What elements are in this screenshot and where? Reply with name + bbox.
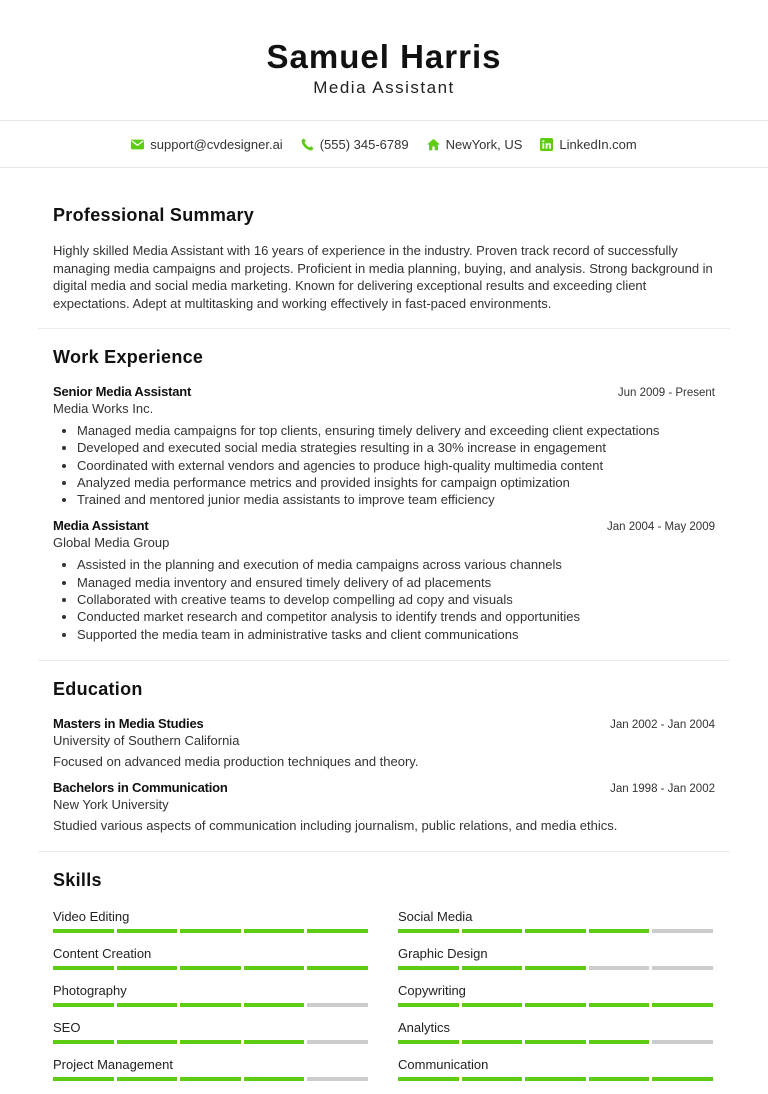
job-bullets [53,422,715,508]
skill-name: Graphic Design [398,945,488,961]
skill-level-bar [53,1040,369,1044]
list-item: • Coordinated with external vendors and agencies to produce high-quality multimedia content [77,457,715,474]
list-item: • Conducted market research and competitor analysis to identify trends and opportunities [77,608,715,625]
skill-level-segment [525,1040,586,1044]
summary-heading: Professional Summary [53,205,255,225]
skill-level-segment [652,1003,713,1007]
skill-level-segment [180,1040,241,1044]
education-section [38,661,730,852]
skill-level-segment [652,929,713,933]
skill-name: Communication [398,1056,489,1072]
list-item: • Developed and executed social media strategies resulting in a 30% increase in engagement [77,439,715,456]
job-company: Global Media Group [53,535,170,551]
candidate-name: Samuel Harris [266,38,502,75]
skill-level-bar [398,929,714,933]
linkedin-text: LinkedIn.com [559,136,637,152]
skill-item [398,946,714,983]
skill-level-segment [652,1040,713,1044]
skill-name: Social Media [398,908,473,924]
skills-section [53,852,715,1094]
skill-level-segment [53,929,114,933]
skill-level-segment [53,1040,114,1044]
job-entry [53,384,715,508]
education-dates: Jan 2002 - Jan 2004 [610,718,715,731]
skill-item [398,909,714,946]
skills-heading: Skills [53,869,102,890]
skill-level-segment [307,929,368,933]
candidate-title: Media Assistant [313,78,455,97]
skill-level-segment [589,1003,650,1007]
list-item: • Analyzed media performance metrics and provided insights for campaign optimization [77,474,715,491]
skill-level-segment [589,966,650,970]
skill-level-segment [117,1040,178,1044]
skill-name: SEO [53,1019,81,1035]
phone-icon [301,138,314,151]
skill-level-segment [180,929,241,933]
experience-section [38,329,730,661]
skill-item [53,946,369,983]
education-description: Studied various aspects of communication including journalism, public relations, and media ethics. [53,817,618,833]
skill-item [53,983,369,1020]
skill-item [398,1020,714,1057]
skill-level-segment [53,966,114,970]
skill-level-segment [525,966,586,970]
skill-level-bar [398,966,714,970]
skill-name: Photography [53,982,127,998]
envelope-icon [131,138,144,151]
skill-name: Project Management [53,1056,173,1072]
skill-level-segment [180,966,241,970]
contact-linkedin[interactable] [540,137,636,152]
school-name: New York University [53,796,169,812]
contact-bar [0,120,768,168]
skill-level-segment [589,929,650,933]
education-dates: Jan 1998 - Jan 2002 [610,782,715,795]
list-item: • Managed media campaigns for top clients, ensuring timely delivery and exceeding client expectations [77,422,715,439]
skill-item [53,1057,369,1094]
job-entry [53,518,715,642]
skill-name: Analytics [398,1019,451,1035]
skill-level-segment [117,1003,178,1007]
skill-level-segment [525,929,586,933]
resume-body [0,168,768,1094]
summary-section [38,168,730,329]
skill-level-segment [398,1040,459,1044]
skill-level-segment [398,929,459,933]
skill-level-segment [244,1040,305,1044]
skill-level-segment [525,1003,586,1007]
list-item: • Collaborated with creative teams to develop compelling ad copy and visuals [77,591,715,608]
skill-level-segment [244,929,305,933]
skill-level-segment [307,1040,368,1044]
degree-title: Masters in Media Studies [53,715,204,731]
skill-level-bar [398,1003,714,1007]
skill-level-segment [180,1003,241,1007]
skill-item [398,1057,714,1094]
job-bullets [53,556,715,642]
list-item: • Supported the media team in administrative tasks and client communications [77,626,715,643]
education-entry [53,716,715,769]
job-title: Media Assistant [53,518,149,534]
skill-level-segment [53,1003,114,1007]
list-item: • Assisted in the planning and execution of media campaigns across various channels [77,556,715,573]
skills-grid [53,909,715,1094]
skill-name: Video Editing [53,908,130,924]
contact-phone[interactable] [301,137,409,152]
skill-level-segment [117,966,178,970]
job-dates: Jun 2009 - Present [617,387,715,399]
job-title: Senior Media Assistant [53,384,192,399]
skill-level-bar [53,1003,369,1007]
skill-level-segment [117,929,178,933]
skill-level-segment [589,1040,650,1044]
skill-name: Copywriting [398,982,466,998]
list-item: • Managed media inventory and ensured timely delivery of ad placements [77,574,715,591]
skill-level-segment [244,966,305,970]
linkedin-icon [540,138,553,151]
experience-heading: Work Experience [53,347,204,367]
skill-level-bar [398,1040,714,1044]
degree-title: Bachelors in Communication [53,779,228,795]
contact-location [427,137,523,152]
job-company: Media Works Inc. [53,401,154,416]
skill-level-segment [462,1003,523,1007]
school-name: University of Southern California [53,732,240,748]
home-icon [427,138,440,151]
list-item: • Trained and mentored junior media assistants to improve team efficiency [77,491,715,508]
skill-level-segment [462,966,523,970]
skill-item [398,983,714,1020]
skill-level-segment [652,966,713,970]
education-description: Focused on advanced media production techniques and theory. [53,753,419,769]
skill-level-segment [398,966,459,970]
skill-level-segment [398,1003,459,1007]
contact-email[interactable] [131,137,282,152]
skill-level-segment [307,966,368,970]
location-text: NewYork, US [445,136,523,152]
skill-item [53,909,369,946]
resume-header [0,0,768,120]
skill-level-segment [244,1003,305,1007]
skill-level-segment [307,1003,368,1007]
phone-text: (555) 345-6789 [319,136,409,152]
skill-item [53,1020,369,1057]
skill-level-segment [462,1040,523,1044]
education-heading: Education [53,678,143,699]
job-dates: Jan 2004 - May 2009 [606,521,715,534]
skill-name: Content Creation [53,945,152,961]
skill-level-segment [462,929,523,933]
education-entry [53,780,715,833]
summary-text: Highly skilled Media Assistant with 16 years of experience in the industry. Proven track record of successfully managing media campaigns and projects. Proficient in media planning, buying, and analysis. Strong background in digital media and social media marketing. Known for delivering exceptional results and exceeding client expectations. Adept at multitasking and working effectively in fast-paced environments. [53,243,713,311]
email-text: support@cvdesigner.ai [150,136,283,152]
skill-level-bar [53,929,369,933]
skill-level-bar [53,966,369,970]
